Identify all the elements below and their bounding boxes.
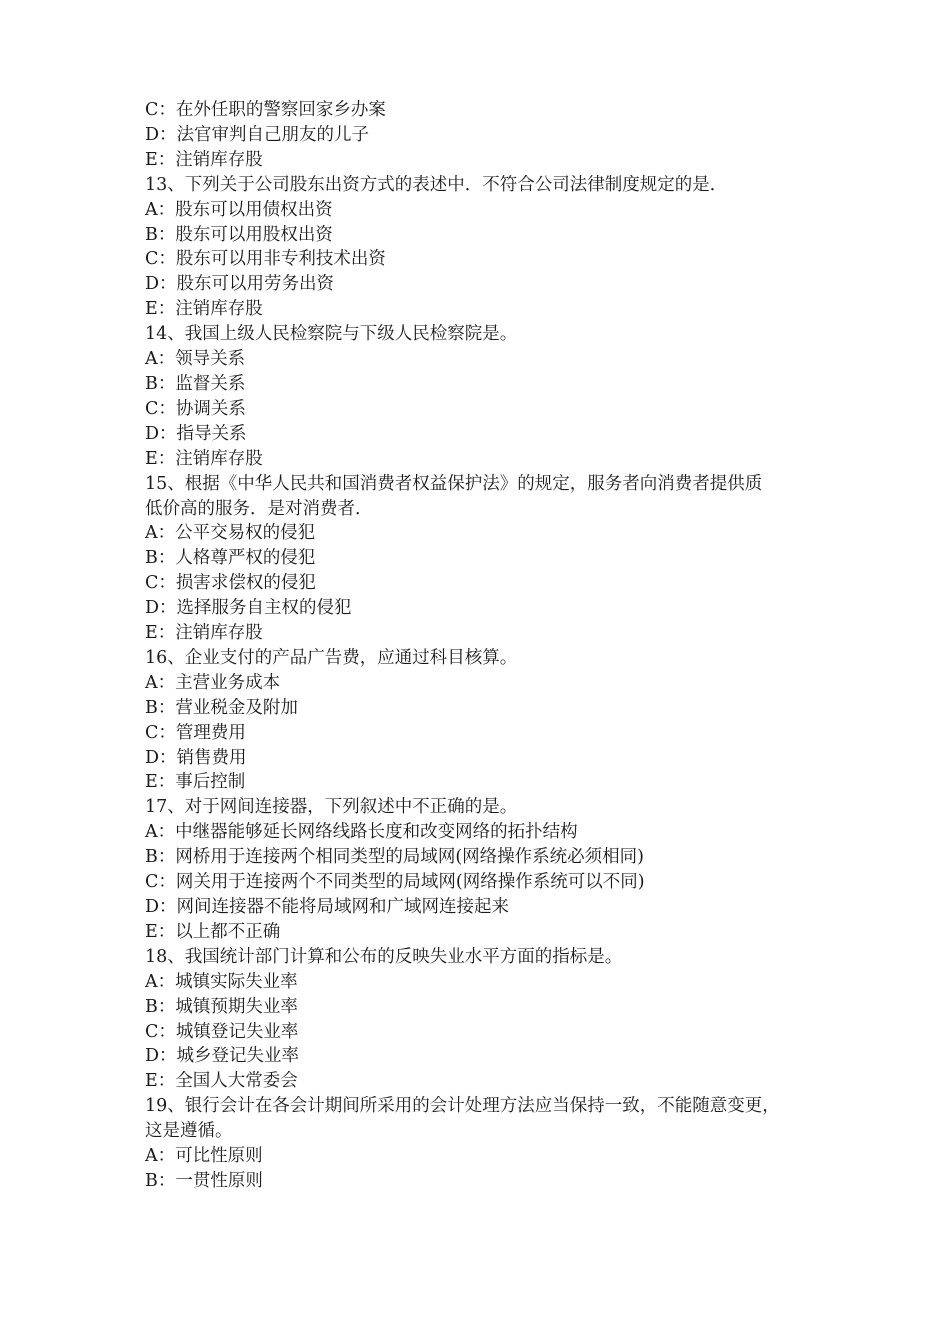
option-d: D：网间连接器不能将局域网和广域网连接起来: [145, 897, 510, 917]
option-e: E：以上都不正确: [145, 921, 281, 942]
option-b: B：一贯性原则: [145, 1170, 263, 1191]
question-15: 15、根据《中华人民共和国消费者权益保护法》的规定，服务者向消费者提供质: [145, 473, 763, 494]
option-a: A：中继器能够延长网络线路长度和改变网络的拓扑结构: [145, 822, 578, 843]
question-16: 16、企业支付的产品广告费，应通过科目核算。: [145, 647, 518, 668]
option-e: E：事后控制: [145, 772, 246, 793]
option-a: A：城镇实际失业率: [145, 971, 298, 992]
option-a: A：主营业务成本: [145, 672, 281, 693]
question-14: 14、我国上级人民检察院与下级人民检察院是。: [145, 324, 518, 345]
option-e: E：全国人大常委会: [145, 1071, 298, 1092]
option-c: C：管理费用: [145, 722, 246, 743]
document-body: [145, 98, 825, 1194]
option-e: E：注销库存股: [145, 149, 263, 170]
option-c: C：协调关系: [145, 398, 246, 419]
option-e: E：注销库存股: [145, 623, 263, 644]
option-b: B：网桥用于连接两个相同类型的局域网(网络操作系统必须相同): [145, 847, 645, 868]
option-b: B：股东可以用股权出资: [145, 224, 333, 245]
option-c: C：城镇登记失业率: [145, 1021, 299, 1042]
option-d: D：选择服务自主权的侵犯: [145, 598, 352, 619]
option-d: D：股东可以用劳务出资: [145, 274, 335, 295]
question-17: 17、对于网间连接器，下列叙述中不正确的是。: [145, 797, 518, 818]
option-d: D：城乡登记失业率: [145, 1046, 300, 1067]
option-a: A：股东可以用债权出资: [145, 199, 333, 220]
option-e: E：注销库存股: [145, 448, 263, 469]
option-d: D：指导关系: [145, 423, 247, 444]
option-d: D：法官审判自己朋友的儿子: [145, 124, 370, 145]
option-b: B：营业税金及附加: [145, 697, 298, 718]
option-b: B：城镇预期失业率: [145, 996, 298, 1017]
question-15-continued: 低价高的服务．是对消费者．: [145, 498, 373, 519]
question-19: 19、银行会计在各会计期间所采用的会计处理方法应当保持一致，不能随意变更，: [145, 1096, 780, 1117]
option-d: D：销售费用: [145, 747, 247, 768]
option-a: A：可比性原则: [145, 1146, 263, 1167]
question-18: 18、我国统计部门计算和公布的反映失业水平方面的指标是。: [145, 946, 623, 967]
option-c: C：在外任职的警察回家乡办案: [145, 100, 386, 120]
option-b: B：人格尊严权的侵犯: [145, 548, 316, 569]
option-a: A：领导关系: [145, 349, 246, 370]
option-c: C：损害求偿权的侵犯: [145, 573, 316, 594]
option-e: E：注销库存股: [145, 299, 263, 320]
option-a: A：公平交易权的侵犯: [145, 523, 316, 544]
question-19-continued: 这是遵循。: [145, 1121, 233, 1142]
option-c: C：股东可以用非专利技术出资: [145, 249, 386, 270]
option-c: C：网关用于连接两个不同类型的局域网(网络操作系统可以不同): [145, 872, 645, 893]
question-13: 13、下列关于公司股东出资方式的表述中．不符合公司法律制度规定的是．: [145, 174, 728, 195]
option-b: B：监督关系: [145, 373, 246, 394]
